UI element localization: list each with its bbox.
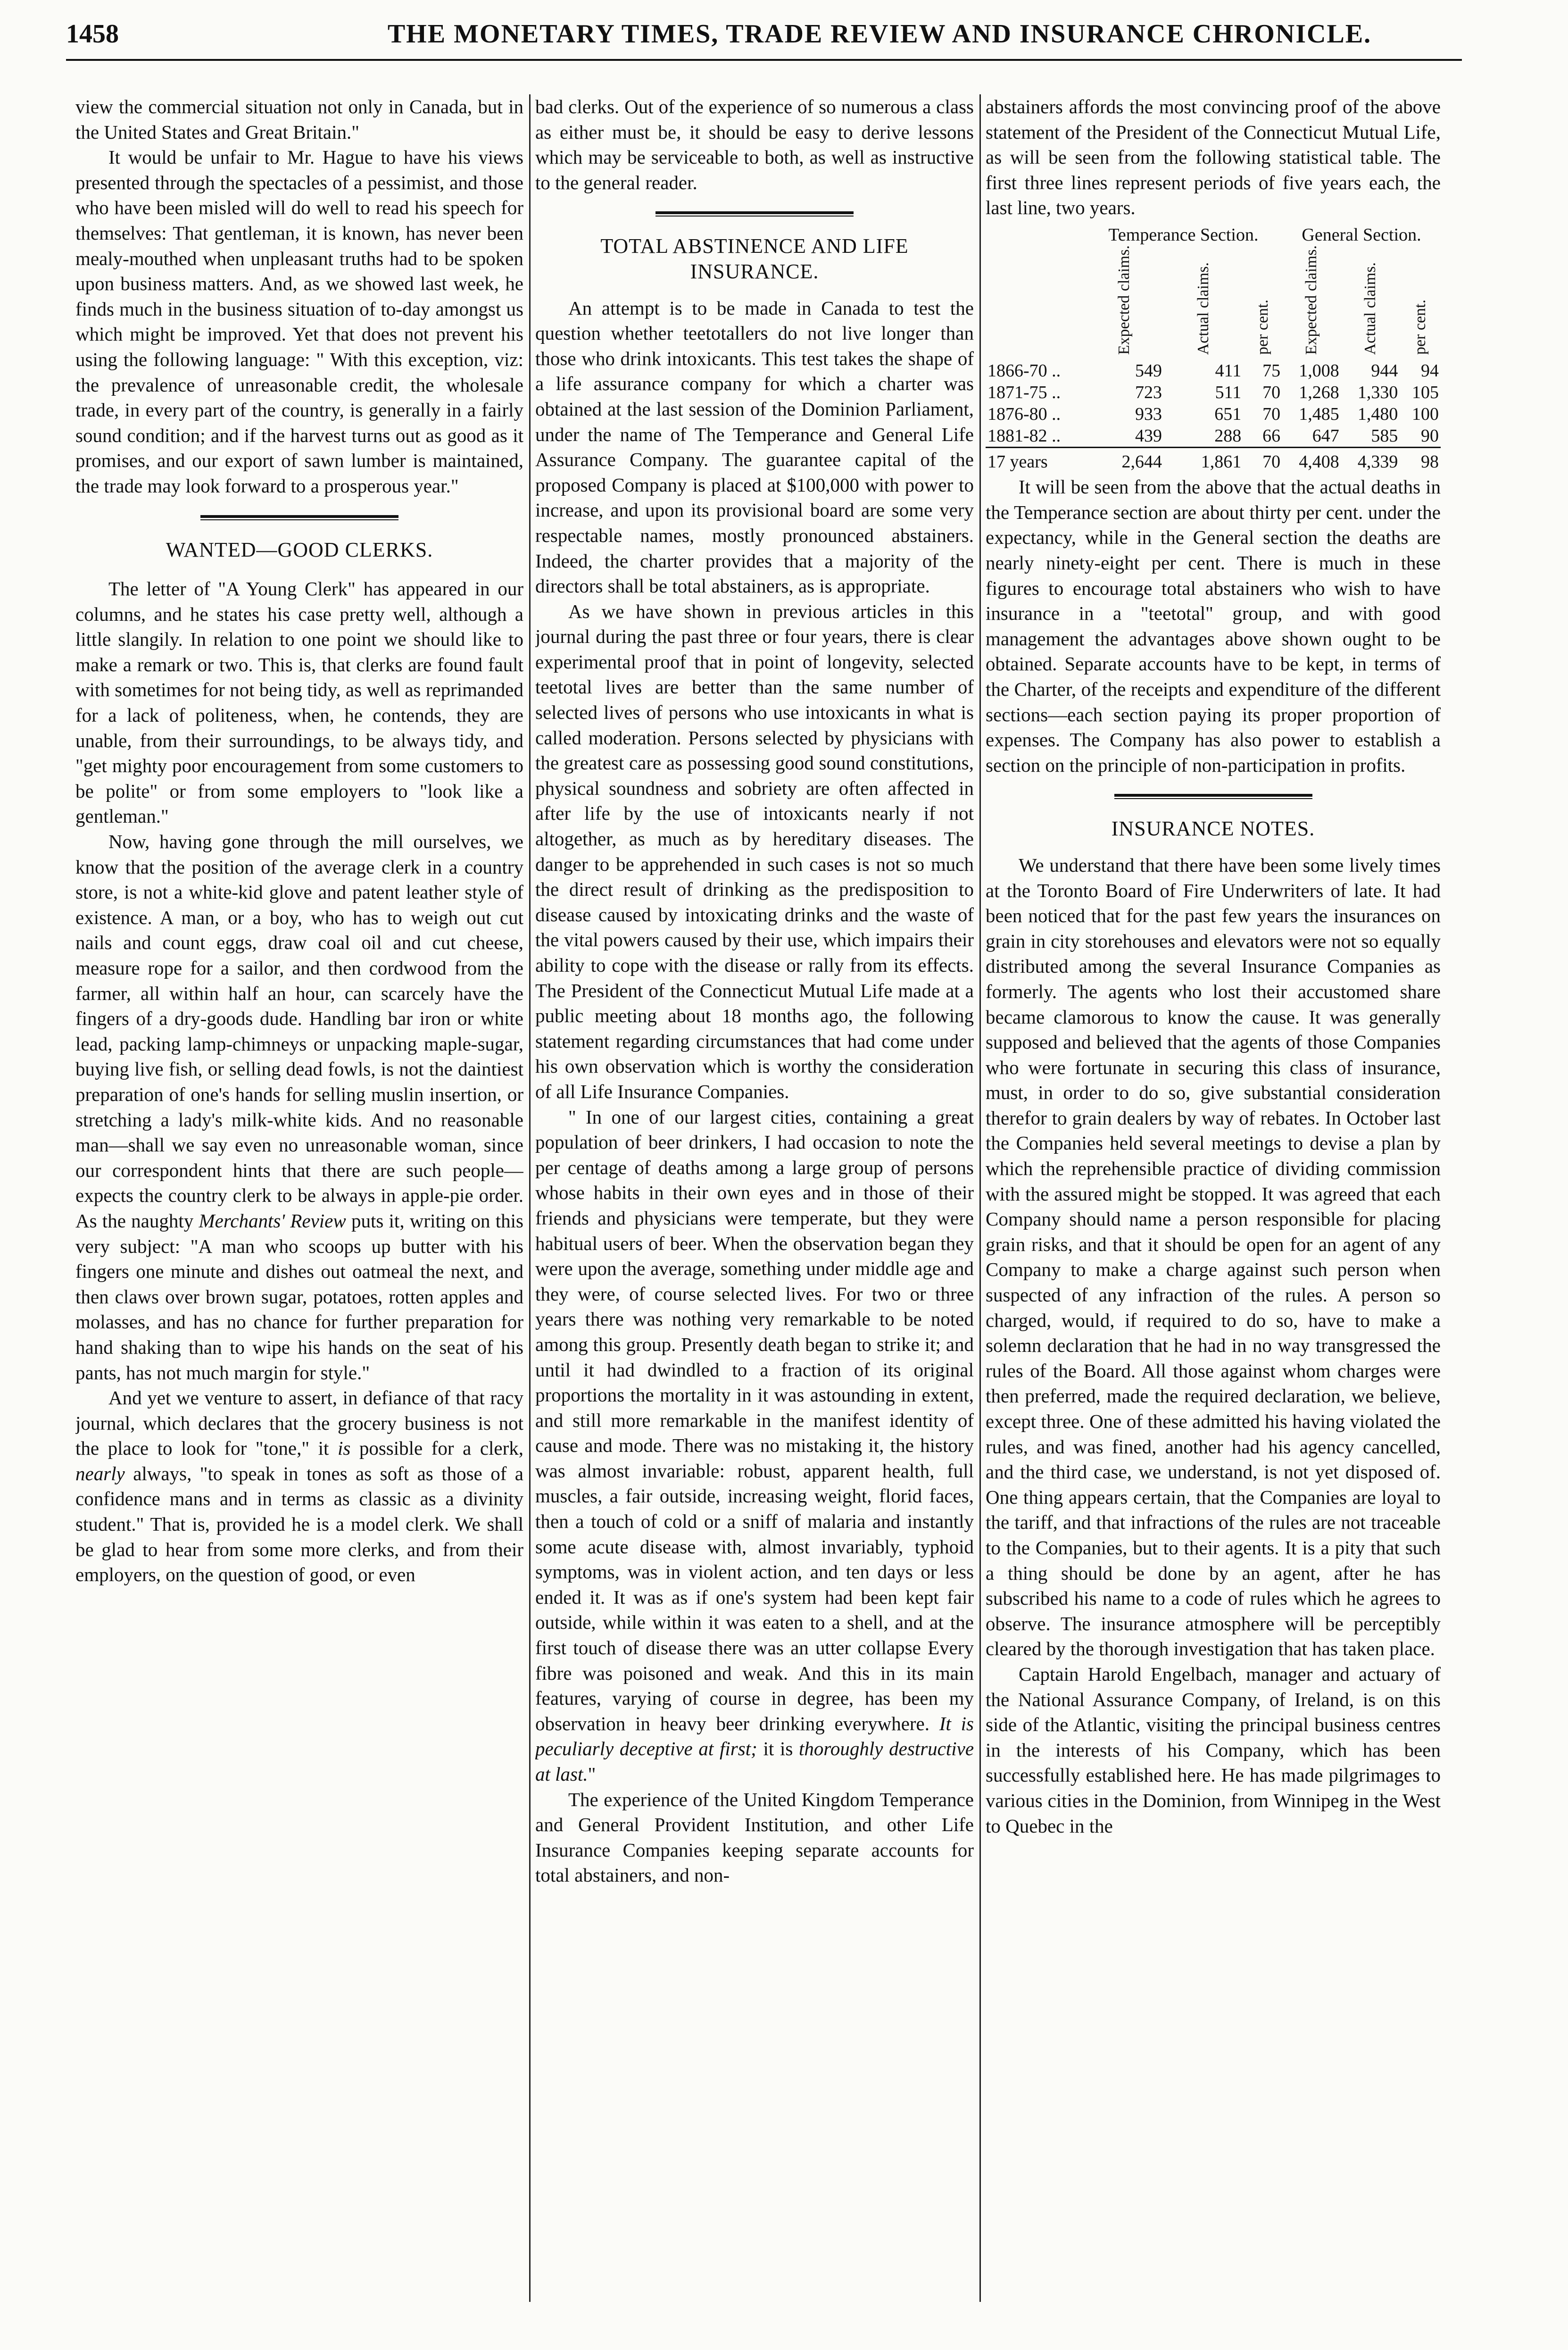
page-number: 1458 [66,19,119,49]
section-separator [655,211,854,217]
table-group-header [986,225,1441,245]
table-cell: 647 [1312,426,1339,446]
header-rule [66,59,1462,61]
table-cell: 1,268 [1299,383,1339,403]
table-cell: 70 [1262,404,1281,425]
column-header-text: Expected claims. [1115,245,1133,355]
emphasis: is [337,1437,351,1459]
table-cell: 4,408 [1282,448,1341,473]
emphasis: It is peculiarly deceptive at first; [535,1712,974,1760]
paragraph: It will be seen from the above that the actual deaths in the Temperance section are about thirty per cent. under the expectancy, while in the General section the deaths are nearly ninety-eight per cent. There is much in these figures to encourage total abstainers who wish to have insurance in a "teetotal" group, and with good management the advantages above shown ought to be obtained. Separate accounts have to be kept, in terms of the Charter, of the receipts and expenditure of the different sections—each section paying its proper proportion of expenses. The Company has also power to establish a section on the principle of non-participation in profits. [986,476,1441,776]
table-cell: 105 [1412,383,1439,403]
section-separator [200,515,398,520]
paragraph: The letter of "A Young Clerk" has appeared in our columns, and he states his case pretty well, although a little slangily. In relation to one point we should like to make a remark or two. This is, that clerks are found fault with sometimes for not being tidy, as well as reprimanded for a lack of politeness, when, he contends, they are unable, from their surroundings, to be always tidy, and "get mighty poor encouragement from some customers to be polite" or from some employers to "look like a gentleman." [75,578,523,827]
paragraph [75,829,523,1385]
article-heading-total-abstinence: TOTAL ABSTINENCE AND LIFE INSURANCE. [600,234,909,283]
table-cell: 944 [1371,361,1398,381]
table-cell: 66 [1262,426,1281,446]
column-header-text: Actual claims. [1361,262,1379,355]
text-run: it is [763,1738,793,1760]
table-cell: 98 [1400,448,1441,473]
column-header [1341,245,1400,360]
column-header [1282,245,1341,360]
text-run: puts it, writing on this very subject: "A man who scoops up butter with his fingers one minute and dishes out oatmeal the next, and then claws over brown sugar, potatoes, rotten apples and molasses, and has no chance for further preparation for hand shaking than to wipe his hands on the seat of his pants, has not much margin for style." [75,1209,523,1383]
table-cell: 100 [1412,404,1439,425]
table-cell: 549 [1135,361,1162,381]
column-header [1085,245,1164,360]
table-cell: 70 [1243,448,1282,473]
column-2 [535,94,974,2311]
period-cell: 17 years [986,448,1085,473]
paragraph: As we have shown in previous articles in this journal during the past three or four years, there is clear experimental proof that in point of longevity, selected teetotal lives are better than the same number of selected lives of persons who use intoxicants in what is called moderation. Persons selected by physicians with the greatest care as possessing good sound constitutions, physical soundness and sobriety are often affected in after life by the use of intoxicants nearly if not altogether, as much as by hereditary diseases. The danger to be apprehended in such cases is not so much the direct result of drinking as the predisposition to disease caused by intoxicating drinks and the waste of the vital powers caused by their use, which impairs their ability to cope with the disease or rally from its effects. The President of the Connecticut Mutual Life made at a public meeting about 18 months ago, the following statement regarding circumstances that had come under his own observation which is worthy the consideration of all Life Insurance Companies. [535,600,974,1102]
table-cell: 585 [1371,426,1398,446]
column-header-text: Actual claims. [1195,262,1212,355]
column-header-text: Expected claims. [1303,245,1320,355]
table-column-header [986,245,1441,360]
table-cell: 2,644 [1085,448,1164,473]
paragraph: view the commercial situation not only in Canada, but in the United States and Great Britain." [75,96,523,143]
table-row [986,360,1441,382]
table-cell: 1,330 [1357,383,1398,403]
paragraph [75,1385,523,1588]
column-header [1164,245,1243,360]
table-cell: 651 [1214,404,1242,425]
group-header-general: General Section. [1302,225,1421,245]
paragraph: We understand that there have been some lively times at the Toronto Board of Fire Underwriters of late. It had been noticed that for the past few years the insurances on grain in city storehouses and elevators were not so equally distributed among the several Insurance Companies as formerly. The agents who lost their accustomed share became clamorous to know the cause. It was generally supposed and believed that the agents of those Companies who were fortunate in securing this class of insurance, must, in order to do so, give substantial consideration therefor to grain dealers by way of rebates. In October last the Companies held several meetings to devise a plan by which the reprehensible practice of dividing commission with the assured might be stopped. It was agreed that each Company should name a person responsible for placing grain risks, and that it should be open for an agent of any Company to make a charge against such person when suspected of any infraction of the rules. A person so charged, would, if required to do so, have to make a solemn declaration that he had in no way transgressed the rules of the Board. All those against whom charges were then preferred, made the required declaration, we believe, except three. One of these admitted his having violated the rules, and was fined, another had his agency cancelled, and the third case, we understand, is not yet disposed of. One thing appears certain, that the Companies are loyal to the tariff, and that infractions of the rules are not traceable to the Companies, but to their agents. It is a pity that such a thing should be done by an agent, after he has subscribed his name to a code of rules which he agrees to observe. The insurance atmosphere will be perceptibly cleared by the thorough investigation that has taken place. [986,854,1441,1660]
column-header [1400,245,1441,360]
table-cell: 75 [1262,361,1281,381]
table-cell: 511 [1215,383,1242,403]
statistics-table [986,225,1441,473]
text-run: " In one of our largest cities, containing a great population of beer drinkers, I had occasion to note the per centage of deaths among a large group of persons whose habits in their own eyes and in those of their friends and physicians were temperate, but they were habitual users of beer. When the observation began they were upon the average, something under middle age and they were, of course selected lives. For two or three years there was nothing very remarkable to be noted among this group. Presently death began to strike it; and until it had dwindled to a fraction of its original proportions the mortality in it was astounding in extent, and still more remarkable in the manifest identity of cause and mode. There was no mistaking it, the history was almost invariable: robust, apparent health, full muscles, a fair outside, increasing weight, florid faces, then a touch of cold or a sniff of malaria and instantly some acute disease with, almost invariably, typhoid symptoms, was in violent action, and ten days or less ended it. It was as if one's system had been kept fair outside, while within it was eaten to a shell, and at the first touch of disease there was an utter collapse Every fibre was poisoned and weak. And this in its main features, varying of course in degree, has been my observation in heavy beer drinking everywhere. [535,1106,974,1734]
paragraph: Captain Harold Engelbach, manager and actuary of the National Assurance Company, of Ireland, is on this side of the Atlantic, visiting the principal business centres in the interests of his Company, which has been successfully established here. He has made pilgrimages to various cities in the Dominion, from Winnipeg in the West to Quebec in the [986,1663,1441,1837]
column-header-text: per cent. [1253,300,1271,355]
table-cell: 1,008 [1299,361,1339,381]
period-cell: 1871-75 .. [987,383,1061,403]
table-cell: 70 [1262,383,1281,403]
emphasis: nearly [75,1462,125,1484]
table-cell [986,225,1085,245]
paragraph: bad clerks. Out of the experience of so numerous a class as either must be, it should be easy to derive lessons which may be serviceable to both, as well as instructive to the general reader. [535,96,974,193]
section-separator [1114,794,1312,799]
table-cell: 723 [1135,383,1162,403]
table-row [986,382,1441,403]
text-run: And yet we venture to assert, in defiance of that racy journal, which declares that the grocery business is not the place to look for "tone," it [75,1387,523,1459]
table-cell [986,245,1085,360]
table-cell: 1,861 [1164,448,1243,473]
journal-title: Merchants' Review [199,1209,346,1232]
table-cell: 4,339 [1341,448,1400,473]
paragraph: abstainers affords the most convincing proof of the above statement of the President of the Connecticut Mutual Life, as will be seen from the following statistical table. The first three lines represent periods of five years each, the last line, two years. [986,96,1441,219]
period-cell: 1881-82 .. [987,426,1061,446]
table-cell: 1,480 [1357,404,1398,425]
column-header-text: per cent. [1411,300,1429,355]
table-cell: 411 [1215,361,1242,381]
text-run: possible for a clerk, [359,1437,523,1459]
table-cell: 90 [1421,426,1439,446]
table-row [986,425,1441,448]
article-heading-good-clerks: WANTED—GOOD CLERKS. [166,538,433,561]
emphasis: thoroughly destructive at last. [535,1738,974,1785]
table-total-row [986,448,1441,473]
table-cell: 933 [1135,404,1162,425]
group-header-temperance: Temperance Section. [1108,225,1259,245]
quotation-paragraph [535,1105,974,1787]
paragraph: The experience of the United Kingdom Temperance and General Provident Institution, and other Life Insurance Companies keeping separate accounts for total abstainers, and non- [535,1788,974,1886]
text-run: Now, having gone through the mill ourselves, we know that the position of the average clerk in a country store, is not a white-kid glove and patent leather style of existence. A man, or a boy, who has to weigh out cut nails and count eggs, draw coal oil and cut cheese, measure rope for a sailor, and then cordwood from the farmer, all within half an hour, can scarcely have the fingers of a dry-goods dude. Handling bar iron or white lead, packing lamp-chimneys or unpacking maple-sugar, buying live fish, or selling dead fowls, is not the daintiest preparation of one's hands for selling muslin insertion, or stretching a lady's milk-white kids. And no reasonable man—shall we say even no unreasonable woman, since our correspondent hints that there are such people—expects the country clerk to be always in apple-pie order. As the naughty [75,831,523,1232]
table-cell: 439 [1135,426,1162,446]
period-cell: 1876-80 .. [987,404,1061,425]
column-divider [979,94,981,2302]
table-row [986,403,1441,425]
paragraph: An attempt is to be made in Canada to test the question whether teetotallers do not live longer than those who drink intoxicants. This test takes the shape of a life assurance company for which a charter was obtained at the last session of the Dominion Parliament, under the name of The Temperance and General Life Assurance Company. The guarantee capital of the proposed Company is placed at $100,000 with power to increase, and upon its provisional board are some very respectable names, mostly pronounced abstainers. Indeed, the charter provides that a majority of the directors shall be total abstainers, as is appropriate. [535,297,974,597]
period-cell: 1866-70 .. [987,361,1061,381]
table-cell: 94 [1421,361,1439,381]
column-1 [75,94,523,2311]
masthead-title: THE MONETARY TIMES, TRADE REVIEW AND INSURANCE CHRONICLE. [387,19,1372,49]
text-run: " [588,1763,596,1785]
table-cell: 288 [1214,426,1242,446]
table-cell: 1,485 [1299,404,1339,425]
text-run: always, "to speak in tones as soft as those of a confidence mans and in terms as classic as a divinity student." That is, provided he is a model clerk. We shall be glad to hear from some more clerks, and from their employers, on the question of good, or even [75,1462,523,1586]
column-3 [986,94,1441,2311]
column-divider [529,94,531,2302]
paragraph: It would be unfair to Mr. Hague to have his views presented through the spectacles of a pessimist, and those who have been misled will do well to read his speech for themselves: That gentleman, it is known, has never been mealy-mouthed when unpleasant truths had to be spoken upon business matters. And, as we showed last week, he finds much in the business situation of to-day amongst us which might be improved. Yet that does not prevent his using the following language: " With this exception, viz: the prevalence of unreasonable credit, the wholesale trade, in every part of the country, is generally in a fairly sound condition; and if the harvest turns out as good as it promises, and our export of sawn lumber is maintained, the trade may look forward to a prosperous year." [75,146,523,497]
column-header [1243,245,1282,360]
page-header [66,19,1481,61]
article-heading-insurance-notes: INSURANCE NOTES. [1111,817,1315,841]
